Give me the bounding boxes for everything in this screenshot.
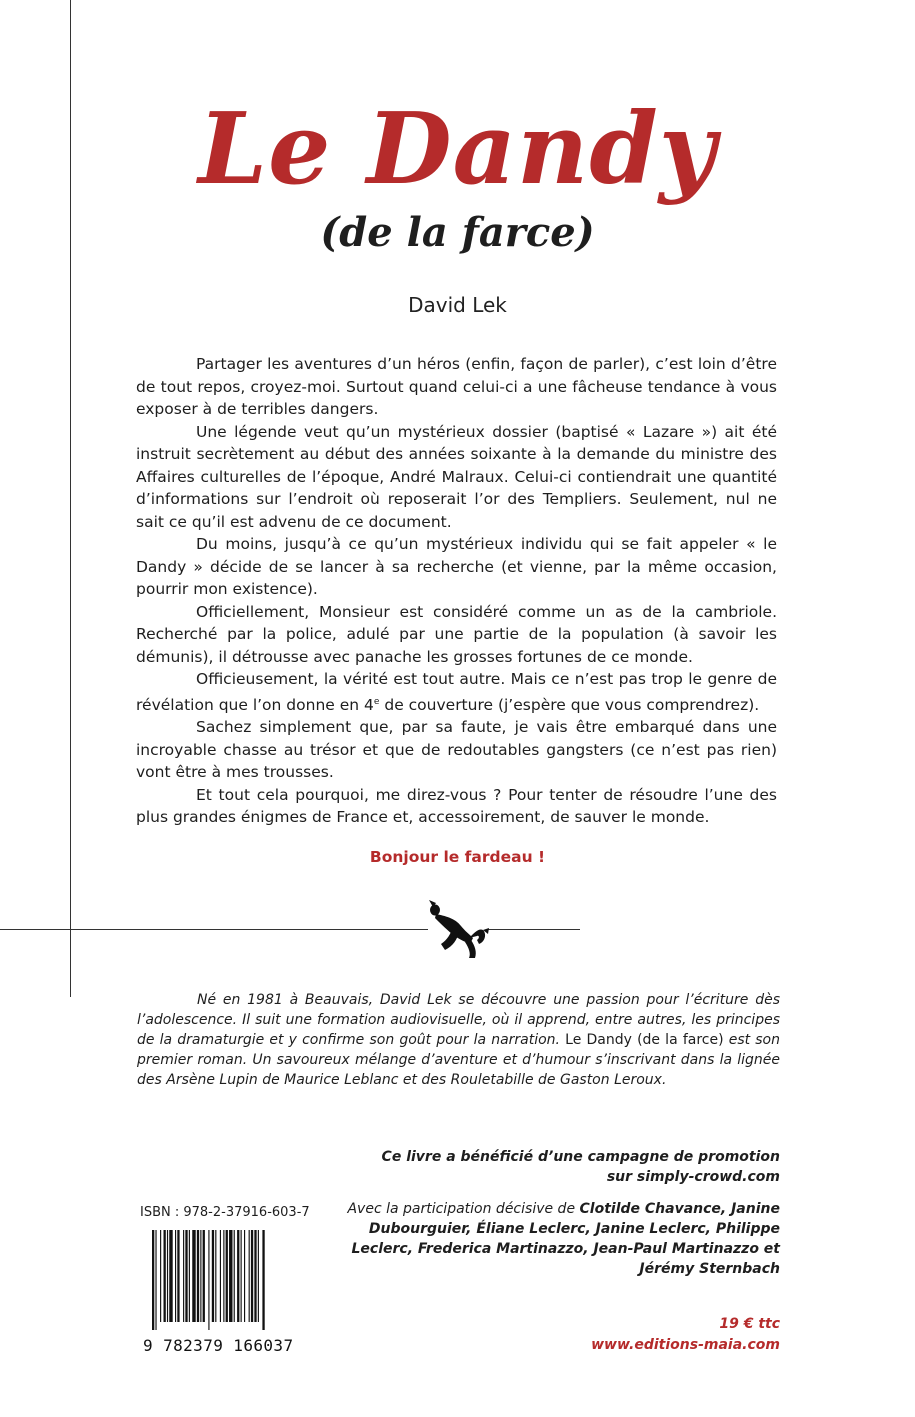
blurb-text: Officieusement, la vérité est tout autre. Mais ce n’est pas trop le genre de révélation que l’on donne en 4: [136, 670, 777, 714]
horizontal-rule-left: [0, 929, 428, 930]
promotion-line: sur simply-crowd.com: [606, 1169, 780, 1185]
blurb-text: de couverture (j’espère que vous comprendrez).: [379, 695, 760, 714]
tagline: Bonjour le fardeau !: [369, 848, 546, 866]
promotion-notice: [320, 1147, 780, 1187]
author-bio: [137, 990, 780, 1090]
acknowledgements-names: Clotilde Chavance, Janine Dubourguier, Éliane Leclerc, Janine Leclerc, Philippe Leclerc, Frederica Martinazzo, Jean-Paul Martinazzo et Jérémy Sternbach: [351, 1201, 780, 1277]
acknowledgements-intro: Avec la participation décisive de: [347, 1201, 580, 1217]
blurb-paragraph: [136, 668, 777, 716]
blurb-paragraph: Du moins, jusqu’à ce qu’un mystérieux individu qui se fait appeler « le Dandy » décide de se lancer à sa recherche (et vienne, par la même occasion, pourrir mon existence).: [136, 535, 777, 598]
author-name: David Lek: [408, 293, 507, 317]
superscript: e: [373, 696, 380, 707]
blurb-paragraph: Une légende veut qu’un mystérieux dossier (baptisé « Lazare ») ait été instruit secrètement au début des années soixante à la demande du ministre des Affaires culturelles de l’époque, André Malraux. Celui-ci contiendrait une quantité d’informations sur l’endroit où reposerait l’or des Templiers. Seulement, nul ne sait ce qu’il est advenu de ce document.: [136, 422, 777, 531]
horizontal-rule-right: [488, 929, 580, 930]
barcode-digits: 9 782379 166037: [143, 1336, 294, 1355]
blurb-paragraph: Sachez simplement que, par sa faute, je vais être embarqué dans une incroyable chasse au trésor et que de redoutables gangsters (ce n’est pas rien) vont être à mes trousses.: [136, 718, 777, 782]
barcode-icon: [138, 1230, 308, 1330]
bio-text: Né en 1981 à Beauvais, David Lek se découvre une passion pour l’écriture dès l’adolescence. Il suit une formation audiovisuelle, où il apprend, entre autres, les principes de la dramaturgie et y confirme son goût pour la narration.: [137, 992, 780, 1048]
back-cover-blurb: [136, 353, 777, 829]
acknowledgements: [310, 1199, 780, 1279]
book-subtitle: (de la farce): [320, 209, 595, 256]
book-title: Le Dandy: [198, 92, 717, 207]
blurb-paragraph: Officiellement, Monsieur est considéré comme un as de la cambriole. Recherché par la police, adulé par une partie de la population (à savoir les démunis), il détrousse avec panache les grosses fortunes de ce monde.: [136, 602, 777, 666]
blurb-paragraph: Partager les aventures d’un héros (enfin, façon de parler), c’est loin d’être de tout repos, croyez-moi. Surtout quand celui-ci a une fâcheuse tendance à vous exposer à de terribles dangers.: [136, 355, 777, 418]
bio-text: est son premier roman. Un savoureux mélange d’aventure et d’humour s’inscrivant dans la lignée des Arsène Lupin de Maurice Leblanc et des Rouletabille de Gaston Leroux.: [137, 1032, 780, 1088]
falling-man-silhouette-icon: [425, 898, 491, 958]
blurb-paragraph: Et tout cela pourquoi, me direz-vous ? Pour tenter de résoudre l’une des plus grandes énigmes de France et, accessoirement, de sauver le monde.: [136, 785, 777, 827]
bio-book-title: Le Dandy (de la farce): [565, 1032, 724, 1048]
isbn-label: ISBN : 978-2-37916-603-7: [140, 1205, 310, 1220]
publisher-website: www.editions-maia.com: [591, 1337, 780, 1353]
promotion-line: Ce livre a bénéficié d’une campagne de promotion: [381, 1149, 780, 1165]
price: 19 € ttc: [719, 1316, 780, 1332]
